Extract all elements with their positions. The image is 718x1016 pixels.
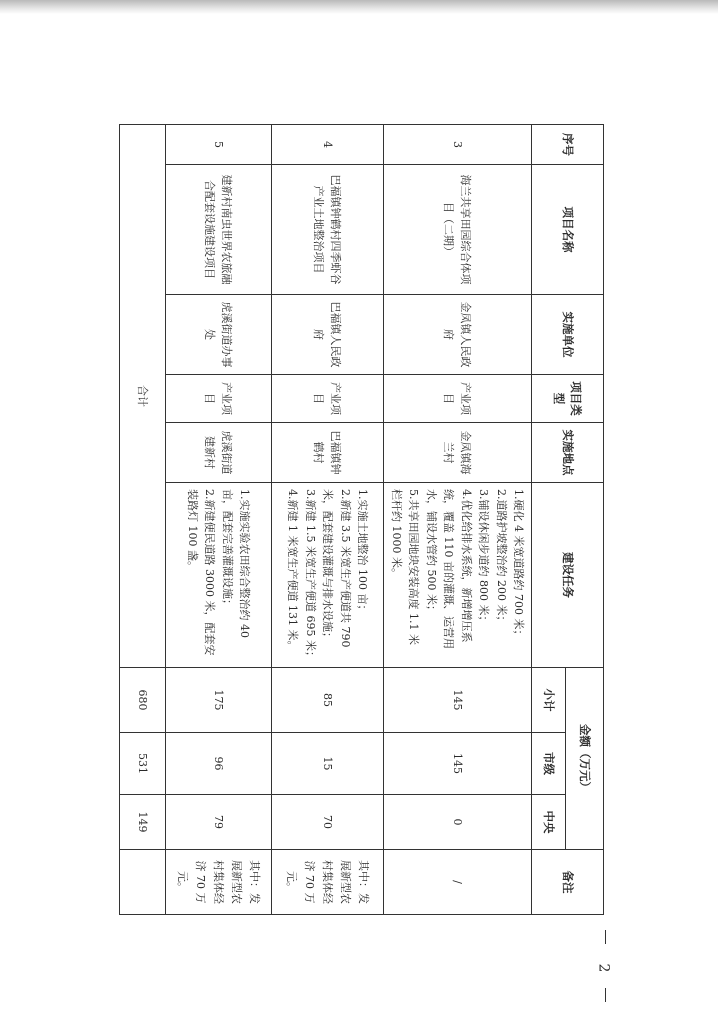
total-city: 531 xyxy=(120,733,166,795)
task-line: 5.共享田园地块安装高度 1.1 米 xyxy=(407,489,421,645)
task-line: 栏杆约 1000 米。 xyxy=(390,489,403,579)
header-place: 实施地点 xyxy=(532,423,604,483)
page-number-dash xyxy=(605,930,606,944)
cell-place: 巴福镇钟鹤村 xyxy=(272,423,384,483)
cell-subtotal: 85 xyxy=(272,668,384,733)
cell-name: 建新村南虫世界农旅融合配套设施建设项目 xyxy=(166,165,272,295)
page-number-dash xyxy=(605,988,606,1002)
header-name: 项目名称 xyxy=(532,165,604,295)
cell-place: 金凤镇海兰村 xyxy=(384,423,532,483)
cell-unit: 虎溪街道办事处 xyxy=(166,295,272,375)
header-seq: 序号 xyxy=(532,125,604,165)
header-note: 备注 xyxy=(532,850,604,915)
page-number-text: 2 xyxy=(595,963,612,973)
cell-central: 0 xyxy=(384,795,532,850)
cell-name: 海兰共享田园综合体项目（二期） xyxy=(384,165,532,295)
task-line: 米，配套建设灌溉与排水设施； xyxy=(321,489,335,643)
cell-note: / xyxy=(384,850,532,915)
task-line: 装路灯 100 盏。 xyxy=(186,489,199,572)
rotated-table-wrapper xyxy=(120,124,604,914)
task-line: 统，覆盖 110 亩的灌溉、运营用 xyxy=(442,489,456,649)
task-line: 3.铺设休闲步道约 800 米； xyxy=(477,489,491,627)
header-row xyxy=(566,125,604,915)
cell-name: 巴福镇钟鹤村四季虾谷产业土地整治项目 xyxy=(272,165,384,295)
cell-central: 70 xyxy=(272,795,384,850)
table-row xyxy=(384,125,532,915)
cell-subtotal: 175 xyxy=(166,668,272,733)
task-line: 4.优化给排水系统，新增增压系 xyxy=(460,489,473,643)
total-subtotal: 680 xyxy=(120,668,166,733)
cell-unit: 金凤镇人民政府 xyxy=(384,295,532,375)
scan-top-edge xyxy=(0,0,718,14)
task-line: 2.新建 3.5 米宽生产便道共 790 xyxy=(338,489,352,648)
cell-note: 其中：发展新型农村集体经济 70 万元。 xyxy=(272,850,384,915)
cell-task xyxy=(272,483,384,668)
header-task: 建设任务 xyxy=(532,483,604,668)
task-line: 3.新建 1.5 米宽生产便道 695 米； xyxy=(303,489,317,662)
header-central: 中央 xyxy=(532,795,566,850)
cell-subtotal: 145 xyxy=(384,668,532,733)
cell-city: 145 xyxy=(384,733,532,795)
task-line: 2.新建便民道路 3000 米，配套安 xyxy=(203,489,217,656)
cell-task xyxy=(384,483,532,668)
total-label: 合计 xyxy=(120,125,166,668)
cell-city: 96 xyxy=(166,733,272,795)
total-row xyxy=(120,125,166,915)
page-number xyxy=(596,930,616,1006)
cell-seq: 4 xyxy=(272,125,384,165)
total-central: 149 xyxy=(120,795,166,850)
cell-task xyxy=(166,483,272,668)
table-row xyxy=(272,125,384,915)
cell-city: 15 xyxy=(272,733,384,795)
cell-central: 79 xyxy=(166,795,272,850)
cell-place: 虎溪街道建新村 xyxy=(166,423,272,483)
task-line: 1.实施实验农田综合整治约 40 xyxy=(238,489,252,638)
task-line: 1.硬化 4 米宽道路约 700 米； xyxy=(512,489,526,641)
header-subtotal: 小计 xyxy=(532,668,566,733)
task-line: 1.实施土地整治 100 亩； xyxy=(356,489,370,616)
task-line: 4.新建 1 米宽生产便道 131 米。 xyxy=(286,489,300,652)
cell-note: 其中：发展新型农村集体经济 70 万元。 xyxy=(166,850,272,915)
header-type: 项目类型 xyxy=(532,375,604,423)
header-amount-group: 金额（万元） xyxy=(566,668,604,850)
cell-seq: 5 xyxy=(166,125,272,165)
task-line: 水，铺设水管约 500 米； xyxy=(425,489,438,616)
task-line: 2.道路护坡整治约 200 米； xyxy=(495,489,508,627)
header-city: 市级 xyxy=(532,733,566,795)
project-table xyxy=(119,124,604,915)
total-note xyxy=(120,850,166,915)
cell-unit: 巴福镇人民政府 xyxy=(272,295,384,375)
cell-type: 产业项目 xyxy=(384,375,532,423)
cell-seq: 3 xyxy=(384,125,532,165)
task-line: 亩，配套完善灌溉设施； xyxy=(221,489,234,610)
header-unit: 实施单位 xyxy=(532,295,604,375)
table-row xyxy=(166,125,272,915)
cell-type: 产业项目 xyxy=(166,375,272,423)
cell-type: 产业项目 xyxy=(272,375,384,423)
